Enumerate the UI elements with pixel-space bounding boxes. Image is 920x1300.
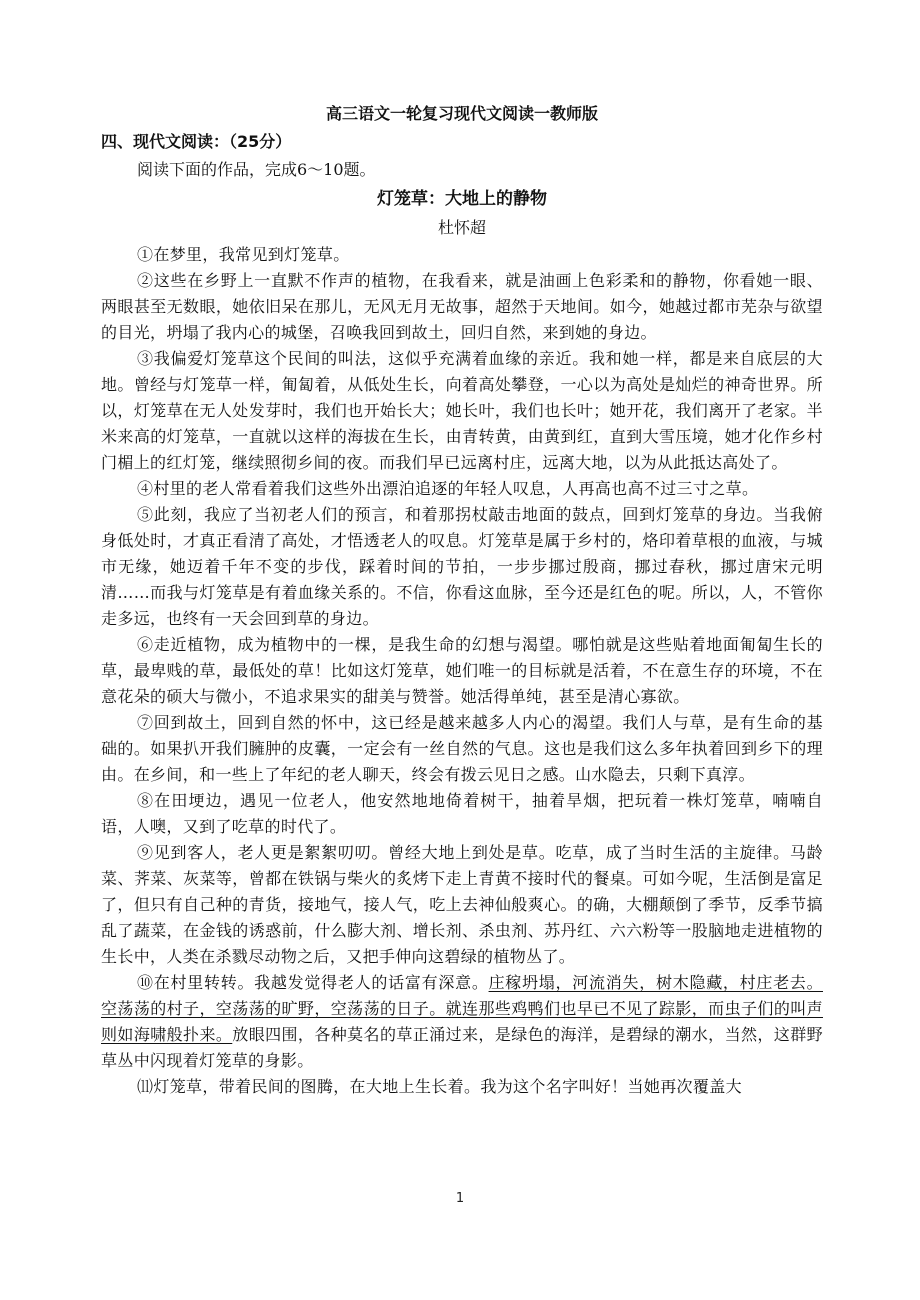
section-heading: 四、现代文阅读：（25分）	[101, 132, 292, 151]
essay-title: 灯笼草：大地上的静物	[377, 189, 547, 209]
paragraph-8: ⑧在田埂边，遇见一位老人，他安然地地倚着树干，抽着旱烟，把玩着一株灯笼草，喃喃自语，人噢，又到了吃草的时代了。	[101, 791, 823, 836]
essay-author: 杜怀超	[437, 218, 486, 237]
paragraph-10-tail: 放眼四围，各种莫名的草正涌过来，是绿色的海洋，是碧绿的潮水，当然，这群野草丛中闪现着灯笼草的身影。	[101, 1025, 823, 1070]
paragraph-3: ③我偏爱灯笼草这个民间的叫法，这似乎充满着血缘的亲近。我和她一样，都是来自底层的大地。曾经与灯笼草一样，匍匐着，从低处生长，向着高处攀登，一心以为高处是灿烂的神奇世界。所以，灯笼草在无人处发芽时，我们也开始长大；她长叶，我们也长叶；她开花，我们离开了老家。半米来高的灯笼草，一直就以这样的海拔在生长，由青转黄，由黄到红，直到大雪压境，她才化作乡村门楣上的红灯笼，继续照彻乡间的夜。而我们早已远离村庄，远离大地，以为从此抵达高处了。	[101, 349, 823, 472]
paragraph-1: ①在梦里，我常见到灯笼草。	[137, 245, 350, 264]
paragraph-11: ⑾灯笼草，带着民间的图腾，在大地上生长着。我为这个名字叫好！当她再次覆盖大	[137, 1077, 742, 1096]
paragraph-5: ⑤此刻，我应了当初老人们的预言，和着那拐杖敲击地面的鼓点，回到灯笼草的身边。当我俯身低处时，才真正看清了高处，才悟透老人的叹息。灯笼草是属于乡村的，烙印着草根的血液，与城市无缘，她迈着千年不变的步伐，踩着时间的节拍，一步步挪过殷商，挪过春秋，挪过唐宋元明清……而我与灯笼草是有着血缘关系的。不信，你看这血脉，至今还是红色的呢。所以，人，不管你走多远，也终有一天会回到草的身边。	[101, 505, 823, 628]
paragraph-7: ⑦回到故土，回到自然的怀中，这已经是越来越多人内心的渴望。我们人与草，是有生命的基础的。如果扒开我们臃肿的皮囊，一定会有一丝自然的气息。这也是我们这么多年执着回到乡下的理由。在乡间，和一些上了年纪的老人聊天，终会有拨云见日之感。山水隐去，只剩下真淳。	[101, 713, 823, 784]
underlined-passage: 庄稼坍塌，河流消失，树木隐藏，村庄老去。空荡荡的村子，空荡荡的旷野，空荡荡的日子。就连那些鸡鸭们也早已不见了踪影，而虫子们的叫声则如海啸般扑来。	[101, 973, 823, 1044]
paragraph-4: ④村里的老人常看着我们这些外出漂泊追逐的年轻人叹息，人再高也高不过三寸之草。	[137, 479, 759, 498]
paragraph-10	[101, 970, 823, 1074]
paragraph-2: ②这些在乡野上一直默不作声的植物，在我看来，就是油画上色彩柔和的静物，你看她一眼、两眼甚至无数眼，她依旧呆在那儿，无风无月无故事，超然于天地间。如今，她越过都市芜杂与欲望的目光，坍塌了我内心的城堡，召唤我回到故土，回归自然，来到她的身边。	[101, 271, 823, 342]
document-title: 高三语文一轮复习现代文阅读一教师版	[325, 104, 598, 123]
page-number: 1	[455, 1191, 465, 1206]
paragraph-10-lead: ⑩在村里转转。我越发觉得老人的话富有深意。	[137, 973, 489, 992]
document-content	[101, 100, 823, 1100]
paragraph-9: ⑨见到客人，老人更是絮絮叨叨。曾经大地上到处是草。吃草，成了当时生活的主旋律。马龄菜、荠菜、灰菜等，曾都在铁锅与柴火的炙烤下走上青黄不接时代的餐桌。可如今呢，生活倒是富足了，但只有自己种的青货，接地气，接人气，吃上去神仙般爽心。的确，大棚颠倒了季节，反季节搞乱了蔬菜，在金钱的诱惑前，什么膨大剂、增长剂、杀虫剂、苏丹红、六六粉等一股脑地走进植物的生长中，人类在杀戮尽动物之后，又把手伸向这碧绿的植物丛了。	[101, 843, 823, 966]
paragraph-6: ⑥走近植物，成为植物中的一棵，是我生命的幻想与渴望。哪怕就是这些贴着地面匍匐生长的草，最卑贱的草，最低处的草！比如这灯笼草，她们唯一的目标就是活着，不在意生存的环境，不在意花朵的硕大与微小，不追求果实的甜美与赞誉。她活得单纯，甚至是清心寡欲。	[101, 635, 823, 706]
reading-instruction: 阅读下面的作品，完成6～10题。	[137, 160, 376, 179]
